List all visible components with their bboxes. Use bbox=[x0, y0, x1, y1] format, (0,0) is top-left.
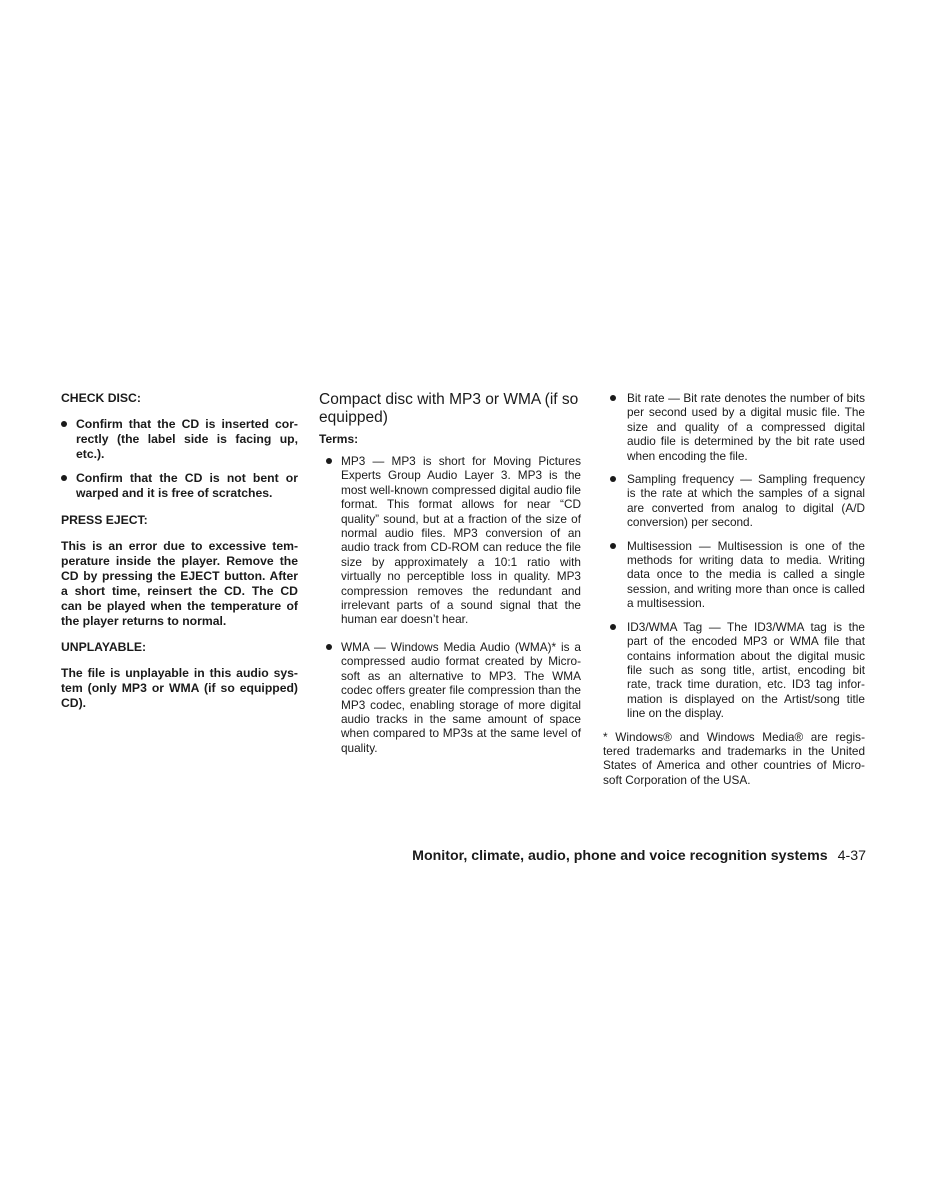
list-item bbox=[61, 417, 298, 462]
list-item-text: Multisession — Multisession is one of the methods for writing data to media. Writing data once to the media is called a single session, and writing more than once is called a multisession. bbox=[627, 538, 865, 611]
unplayable-text: The file is unplayable in this audio sys-tem (only MP3 or WMA (if so equipped) CD). bbox=[61, 666, 298, 710]
unplayable-heading: UNPLAYABLE: bbox=[61, 640, 147, 654]
trademark-footnote: * Windows® and Windows Media® are regis-tered trademarks and trademarks in the United States of America and other countries of Micro-soft Corporation of the USA. bbox=[603, 729, 865, 787]
list-item-text: ID3/WMA Tag — The ID3/WMA tag is the part of the encoded MP3 or WMA file that contains information about the digital music file such as song title, artist, encoding bit rate, track time duration, etc. ID3 tag infor-mation is displayed on the Artist/song title line on the display. bbox=[627, 619, 865, 721]
press-eject-text: This is an error due to excessive tem-perature inside the player. Remove the CD by pressing the EJECT button. After a short time, reinsert the CD. The CD can be played when the temperature of the player returns to normal. bbox=[61, 539, 298, 628]
bullet-icon bbox=[61, 475, 67, 481]
bullet-icon bbox=[61, 421, 67, 427]
terms-list bbox=[319, 454, 581, 755]
list-item-text: Bit rate — Bit rate denotes the number of bits per second used by a digital music file. The size and quality of a compressed digital audio file is determined by the bit rate used when encoding the file. bbox=[627, 391, 865, 463]
section-title: Compact disc with MP3 or WMA (if so equipped) bbox=[319, 391, 579, 426]
list-item bbox=[61, 471, 298, 501]
list-item bbox=[603, 472, 865, 530]
list-item bbox=[326, 454, 581, 627]
list-item bbox=[603, 620, 865, 721]
chapter-title: Monitor, climate, audio, phone and voice recognition systems bbox=[412, 848, 828, 864]
page-footer bbox=[0, 846, 866, 866]
list-item bbox=[603, 391, 865, 463]
bullet-icon bbox=[610, 543, 616, 549]
list-item-text: Sampling frequency — Sampling frequency is the rate at which the samples of a signal are converted from analog to digital (A/D conversion) per second. bbox=[627, 472, 865, 530]
bullet-icon bbox=[326, 458, 332, 464]
terms-list-continued bbox=[603, 391, 865, 721]
middle-column bbox=[319, 391, 581, 764]
list-item bbox=[603, 539, 865, 611]
list-item bbox=[326, 640, 581, 755]
list-item-text: MP3 — MP3 is short for Moving Pictures Experts Group Audio Layer 3. MP3 is the most well-known compressed digital audio file format. This format allows for near “CD quality” sound, but at a fraction of the size of normal audio files. MP3 conversion of an audio track from CD-ROM can reduce the file size by approximately a 10:1 ratio with virtually no perceptible loss in quality. MP3 compression removes the redundant and irrelevant parts of a sound signal that the human ear doesn’t hear. bbox=[341, 454, 581, 627]
list-item-text: Confirm that the CD is not bent or warped and it is free of scratches. bbox=[76, 471, 298, 500]
list-item-text: Confirm that the CD is inserted cor-rectly (the label side is facing up, etc.). bbox=[76, 417, 298, 461]
bullet-icon bbox=[610, 476, 616, 482]
check-disc-list bbox=[61, 417, 298, 501]
left-column bbox=[61, 391, 298, 722]
bullet-icon bbox=[610, 624, 616, 630]
check-disc-heading: CHECK DISC: bbox=[61, 391, 141, 405]
list-item-text: WMA — Windows Media Audio (WMA)* is a compressed audio format created by Micro-soft as an alternative to MP3. The WMA codec offers greater file compression than the MP3 codec, enabling storage of more digital audio tracks in the same amount of space when compared to MP3s at the same level of quality. bbox=[341, 639, 581, 755]
right-column bbox=[603, 391, 865, 787]
page-number: 4-37 bbox=[837, 848, 866, 864]
bullet-icon bbox=[326, 644, 332, 650]
press-eject-heading: PRESS EJECT: bbox=[61, 513, 148, 527]
terms-label: Terms: bbox=[319, 432, 359, 446]
bullet-icon bbox=[610, 395, 616, 401]
